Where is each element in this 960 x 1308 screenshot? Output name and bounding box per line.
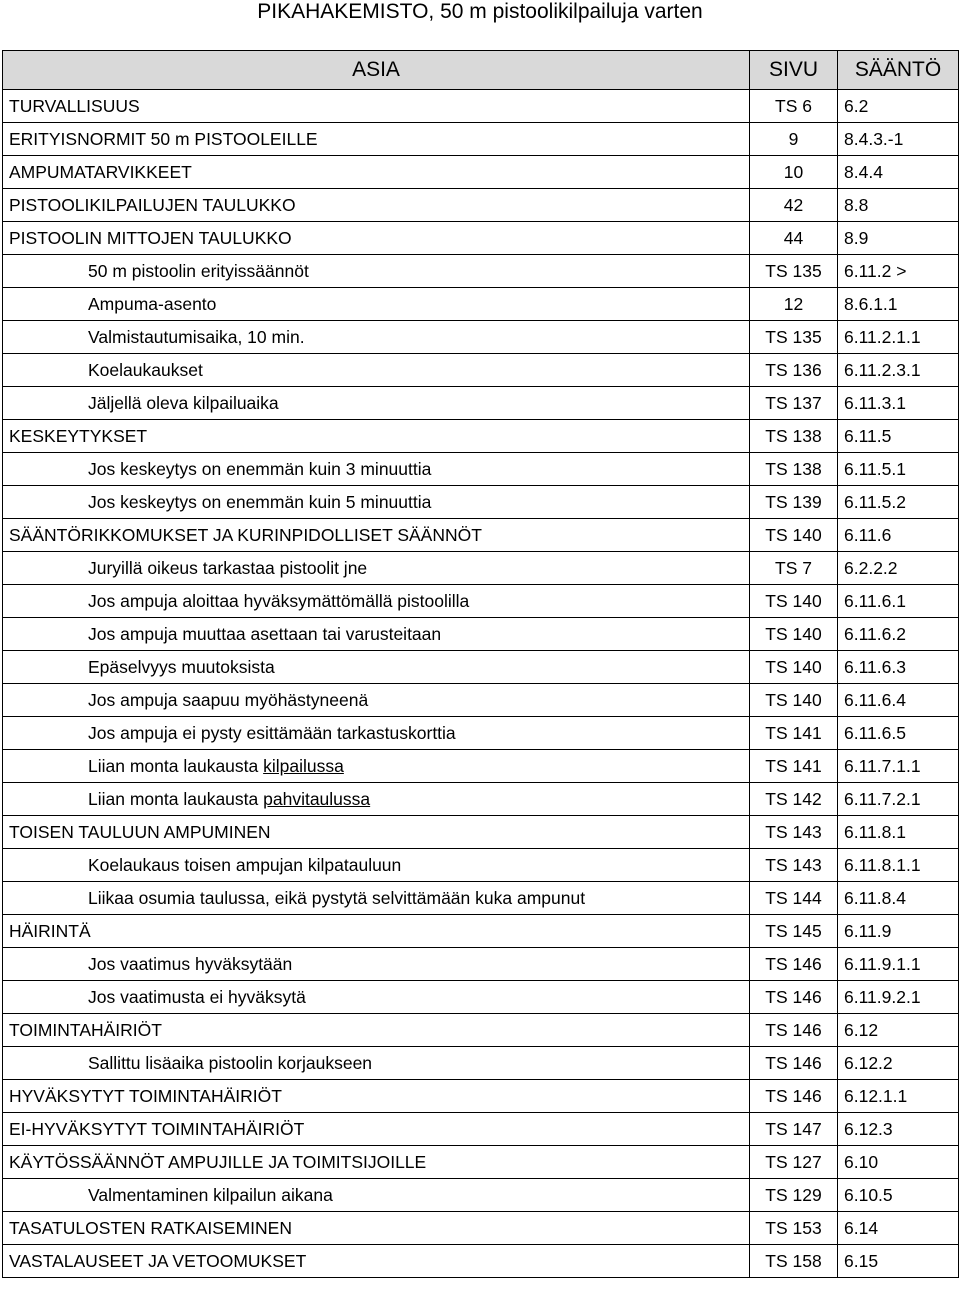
row-page: TS 142 <box>750 783 838 816</box>
row-rule: 6.14 <box>838 1212 959 1245</box>
row-topic-text: AMPUMATARVIKKEET <box>9 162 192 182</box>
row-topic-text: Sallittu lisäaika pistoolin korjaukseen <box>88 1053 373 1073</box>
row-page: TS 140 <box>750 651 838 684</box>
row-topic-underlined: pahvitaulussa <box>263 789 371 809</box>
row-rule: 6.11.2 > <box>838 255 959 288</box>
page-title: PIKAHAKEMISTO, 50 m pistoolikilpailuja varten <box>257 0 703 23</box>
row-page: TS 143 <box>750 816 838 849</box>
row-topic-text: Jos keskeytys on enemmän kuin 3 minuuttia <box>88 459 432 479</box>
row-topic-underlined: kilpailussa <box>263 756 344 776</box>
row-topic-text: Jos keskeytys on enemmän kuin 5 minuuttia <box>88 492 432 512</box>
table-row <box>3 882 959 915</box>
row-topic <box>3 750 750 783</box>
row-topic-text: Jos vaatimusta ei hyväksytä <box>88 987 306 1007</box>
row-page: TS 153 <box>750 1212 838 1245</box>
row-page: 42 <box>750 189 838 222</box>
row-page: TS 146 <box>750 1080 838 1113</box>
row-rule: 6.11.6.1 <box>838 585 959 618</box>
row-topic <box>3 915 750 948</box>
table-row <box>3 618 959 651</box>
row-page: TS 137 <box>750 387 838 420</box>
table-row <box>3 1212 959 1245</box>
row-topic <box>3 816 750 849</box>
row-page: TS 146 <box>750 948 838 981</box>
table-row <box>3 90 959 123</box>
table-row <box>3 816 959 849</box>
row-topic <box>3 585 750 618</box>
row-topic <box>3 981 750 1014</box>
row-page: TS 127 <box>750 1146 838 1179</box>
row-topic-text: Valmentaminen kilpailun aikana <box>88 1185 333 1205</box>
table-row <box>3 552 959 585</box>
row-rule: 6.10 <box>838 1146 959 1179</box>
row-rule: 6.11.3.1 <box>838 387 959 420</box>
row-topic <box>3 684 750 717</box>
table-row <box>3 255 959 288</box>
table-row <box>3 585 959 618</box>
header-row <box>3 51 959 90</box>
row-page: TS 147 <box>750 1113 838 1146</box>
row-topic-text: Epäselvyys muutoksista <box>88 657 275 677</box>
table-row <box>3 981 959 1014</box>
table-row <box>3 453 959 486</box>
table-row <box>3 717 959 750</box>
row-topic-text: HÄIRINTÄ <box>9 921 91 941</box>
row-page: TS 139 <box>750 486 838 519</box>
row-rule: 6.11.2.3.1 <box>838 354 959 387</box>
table-row <box>3 651 959 684</box>
row-page: TS 145 <box>750 915 838 948</box>
row-topic <box>3 1080 750 1113</box>
row-page: TS 138 <box>750 453 838 486</box>
row-topic <box>3 420 750 453</box>
table-row <box>3 1047 959 1080</box>
row-page: 10 <box>750 156 838 189</box>
row-topic <box>3 849 750 882</box>
row-rule: 6.11.5 <box>838 420 959 453</box>
row-topic-text: TOIMINTAHÄIRIÖT <box>9 1020 162 1040</box>
row-rule: 6.11.7.2.1 <box>838 783 959 816</box>
table-row <box>3 288 959 321</box>
row-rule: 6.2.2.2 <box>838 552 959 585</box>
row-topic <box>3 783 750 816</box>
row-topic-text: SÄÄNTÖRIKKOMUKSET JA KURINPIDOLLISET SÄÄNNÖT <box>9 525 482 545</box>
row-rule: 6.11.6.2 <box>838 618 959 651</box>
row-topic-text: Liikaa osumia taulussa, eikä pystytä selvittämään kuka ampunut <box>88 888 586 908</box>
table-row <box>3 156 959 189</box>
table-row <box>3 1113 959 1146</box>
row-page: TS 141 <box>750 717 838 750</box>
row-rule: 8.8 <box>838 189 959 222</box>
row-topic-text: Jäljellä oleva kilpailuaika <box>88 393 279 413</box>
row-topic-text: Ampuma-asento <box>88 294 217 314</box>
row-rule: 6.11.9 <box>838 915 959 948</box>
table-row <box>3 387 959 420</box>
row-topic <box>3 882 750 915</box>
table-row <box>3 222 959 255</box>
row-topic <box>3 255 750 288</box>
row-topic <box>3 519 750 552</box>
row-page: 9 <box>750 123 838 156</box>
row-topic <box>3 1113 750 1146</box>
row-topic-text: 50 m pistoolin erityissäännöt <box>88 261 309 281</box>
row-topic-text: TASATULOSTEN RATKAISEMINEN <box>9 1218 292 1238</box>
row-page: TS 146 <box>750 1014 838 1047</box>
row-topic-text: VASTALAUSEET JA VETOOMUKSET <box>9 1251 307 1271</box>
row-topic-text: TURVALLISUUS <box>9 96 140 116</box>
row-topic-text: HYVÄKSYTYT TOIMINTAHÄIRIÖT <box>9 1086 282 1106</box>
row-page: TS 135 <box>750 255 838 288</box>
row-topic <box>3 1014 750 1047</box>
row-page: TS 6 <box>750 90 838 123</box>
row-topic-text: Liian monta laukausta <box>88 789 264 809</box>
table-row <box>3 420 959 453</box>
row-page: TS 143 <box>750 849 838 882</box>
row-rule: 8.9 <box>838 222 959 255</box>
row-topic-text: Jos ampuja muuttaa asettaan tai varusteitaan <box>88 624 442 644</box>
row-page: 12 <box>750 288 838 321</box>
row-topic <box>3 156 750 189</box>
row-rule: 6.10.5 <box>838 1179 959 1212</box>
row-topic <box>3 1179 750 1212</box>
row-rule: 6.15 <box>838 1245 959 1278</box>
table-row <box>3 354 959 387</box>
table-row <box>3 1179 959 1212</box>
table-row <box>3 948 959 981</box>
row-rule: 6.11.9.2.1 <box>838 981 959 1014</box>
row-rule: 6.11.6 <box>838 519 959 552</box>
row-topic <box>3 651 750 684</box>
row-rule: 6.12.1.1 <box>838 1080 959 1113</box>
header-saanto: SÄÄNTÖ <box>838 51 959 90</box>
table-row <box>3 519 959 552</box>
row-topic-text: KESKEYTYKSET <box>9 426 148 446</box>
row-topic <box>3 1047 750 1080</box>
table-row <box>3 321 959 354</box>
row-topic-text: Koelaukaukset <box>88 360 203 380</box>
row-topic <box>3 1146 750 1179</box>
header-asia: ASIA <box>3 51 750 90</box>
row-rule: 8.4.3.-1 <box>838 123 959 156</box>
table-row <box>3 486 959 519</box>
row-page: TS 7 <box>750 552 838 585</box>
row-topic-text: Juryillä oikeus tarkastaa pistoolit jne <box>88 558 368 578</box>
row-page: TS 135 <box>750 321 838 354</box>
row-topic <box>3 618 750 651</box>
row-rule: 6.11.5.1 <box>838 453 959 486</box>
row-page: 44 <box>750 222 838 255</box>
row-topic <box>3 1245 750 1278</box>
row-topic-text: EI-HYVÄKSYTYT TOIMINTAHÄIRIÖT <box>9 1119 305 1139</box>
table-row <box>3 849 959 882</box>
row-page: TS 138 <box>750 420 838 453</box>
row-page: TS 146 <box>750 981 838 1014</box>
row-page: TS 140 <box>750 618 838 651</box>
header-sivu: SIVU <box>750 51 838 90</box>
row-topic-text: ERITYISNORMIT 50 m PISTOOLEILLE <box>9 129 318 149</box>
row-topic-text: Liian monta laukausta <box>88 756 264 776</box>
row-rule: 6.12.2 <box>838 1047 959 1080</box>
row-rule: 6.2 <box>838 90 959 123</box>
row-page: TS 158 <box>750 1245 838 1278</box>
row-rule: 6.11.7.1.1 <box>838 750 959 783</box>
row-topic-text: Jos vaatimus hyväksytään <box>88 954 293 974</box>
row-rule: 8.4.4 <box>838 156 959 189</box>
table-row <box>3 1014 959 1047</box>
row-page: TS 140 <box>750 684 838 717</box>
row-topic-text: Jos ampuja aloittaa hyväksymättömällä pistoolilla <box>88 591 470 611</box>
table-row <box>3 1080 959 1113</box>
row-rule: 6.11.6.4 <box>838 684 959 717</box>
row-topic <box>3 189 750 222</box>
row-rule: 6.11.6.5 <box>838 717 959 750</box>
row-topic <box>3 321 750 354</box>
row-rule: 6.11.5.2 <box>838 486 959 519</box>
row-topic-text: PISTOOLIN MITTOJEN TAULUKKO <box>9 228 292 248</box>
row-rule: 6.11.9.1.1 <box>838 948 959 981</box>
table-row <box>3 783 959 816</box>
row-topic-text: Koelaukaus toisen ampujan kilpatauluun <box>88 855 402 875</box>
row-rule: 6.11.2.1.1 <box>838 321 959 354</box>
row-topic <box>3 552 750 585</box>
index-table <box>2 50 959 1278</box>
row-rule: 6.11.8.1 <box>838 816 959 849</box>
table-row <box>3 684 959 717</box>
row-topic <box>3 453 750 486</box>
row-page: TS 129 <box>750 1179 838 1212</box>
row-rule: 6.12 <box>838 1014 959 1047</box>
row-rule: 6.12.3 <box>838 1113 959 1146</box>
row-topic <box>3 90 750 123</box>
table-row <box>3 1245 959 1278</box>
row-topic <box>3 717 750 750</box>
row-topic <box>3 948 750 981</box>
row-topic <box>3 288 750 321</box>
table-row <box>3 750 959 783</box>
row-topic-text: KÄYTÖSSÄÄNNÖT AMPUJILLE JA TOIMITSIJOILLE <box>9 1152 427 1172</box>
row-page: TS 144 <box>750 882 838 915</box>
table-row <box>3 915 959 948</box>
row-rule: 6.11.8.4 <box>838 882 959 915</box>
row-topic <box>3 354 750 387</box>
row-topic <box>3 1212 750 1245</box>
row-topic-text: TOISEN TAULUUN AMPUMINEN <box>9 822 271 842</box>
table-row <box>3 1146 959 1179</box>
row-page: TS 141 <box>750 750 838 783</box>
row-rule: 8.6.1.1 <box>838 288 959 321</box>
row-topic-text: Jos ampuja ei pysty esittämään tarkastuskorttia <box>88 723 456 743</box>
row-topic <box>3 486 750 519</box>
table-row <box>3 123 959 156</box>
row-page: TS 140 <box>750 585 838 618</box>
row-page: TS 140 <box>750 519 838 552</box>
table-row <box>3 189 959 222</box>
row-topic <box>3 123 750 156</box>
row-topic <box>3 387 750 420</box>
row-page: TS 136 <box>750 354 838 387</box>
row-page: TS 146 <box>750 1047 838 1080</box>
row-topic <box>3 222 750 255</box>
row-topic-text: Jos ampuja saapuu myöhästyneenä <box>88 690 369 710</box>
row-topic-text: Valmistautumisaika, 10 min. <box>88 327 305 347</box>
row-topic-text: PISTOOLIKILPAILUJEN TAULUKKO <box>9 195 296 215</box>
row-rule: 6.11.6.3 <box>838 651 959 684</box>
row-rule: 6.11.8.1.1 <box>838 849 959 882</box>
